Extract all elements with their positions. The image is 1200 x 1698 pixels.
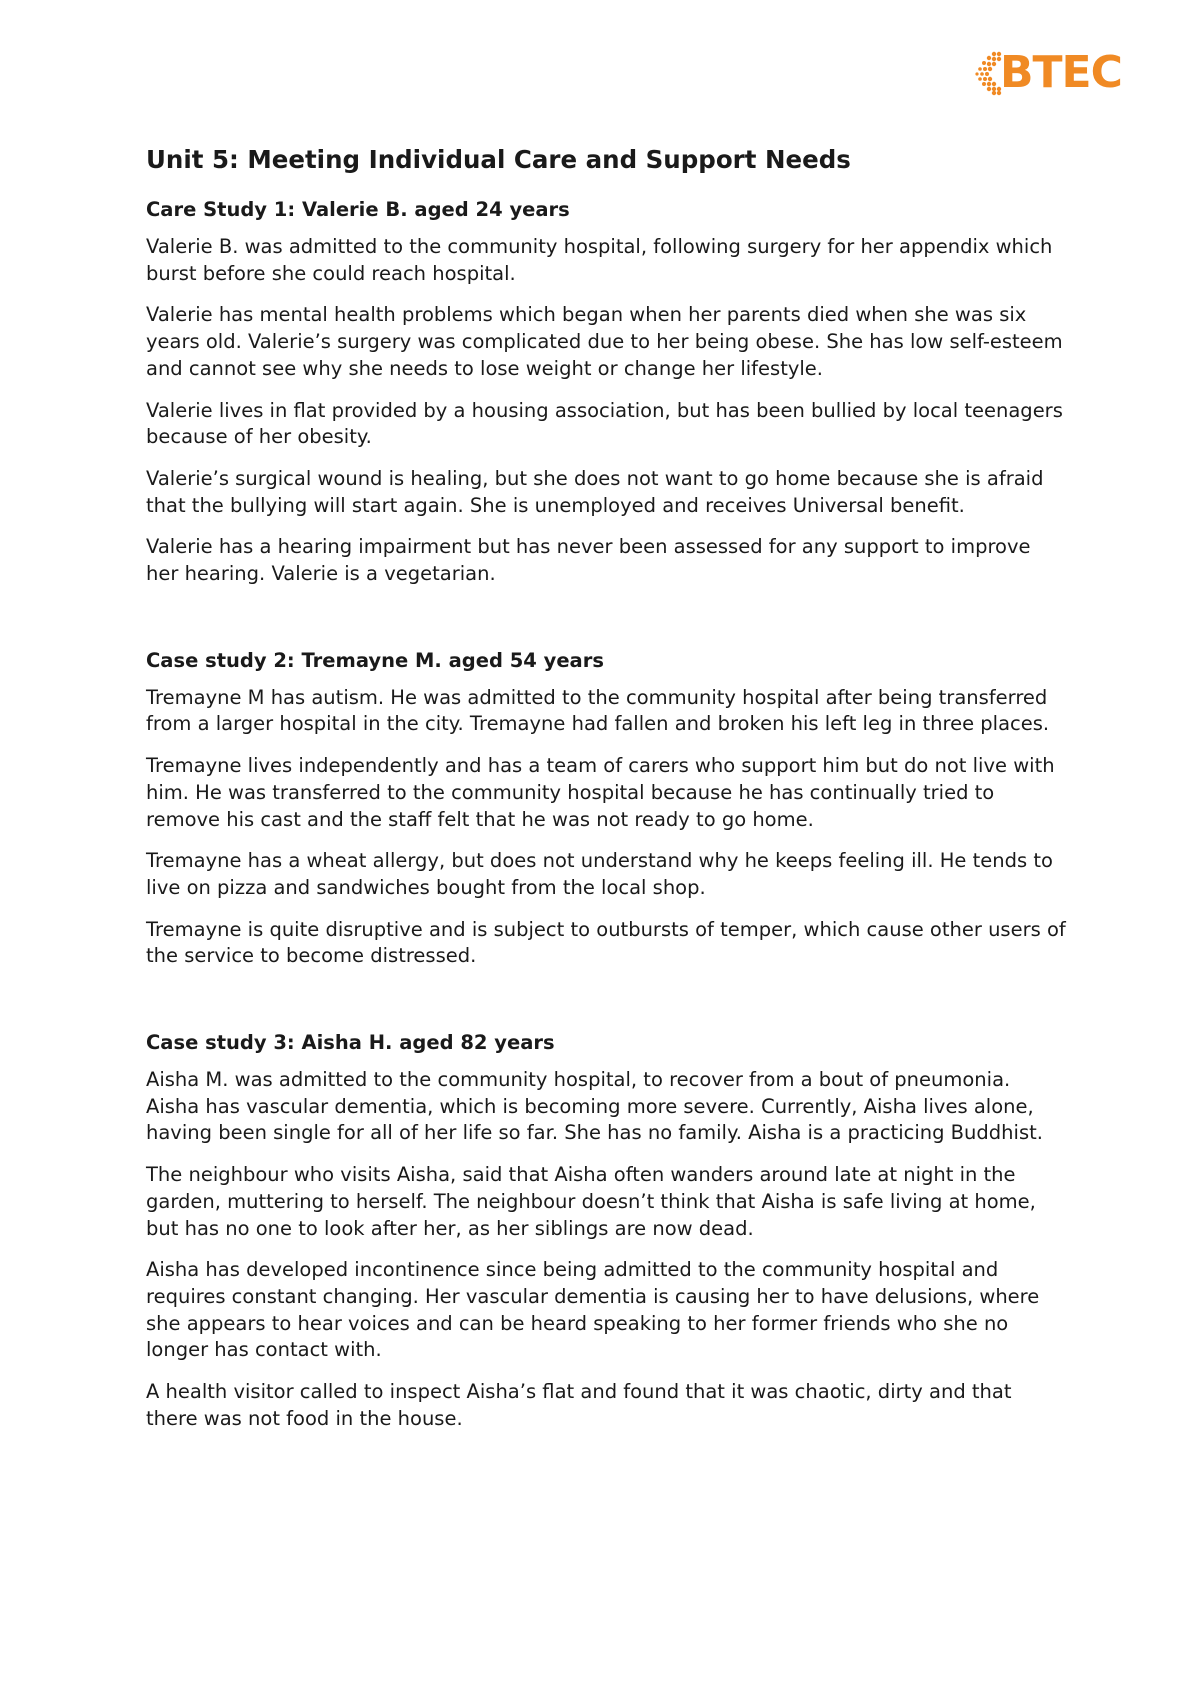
paragraph: Aisha has developed incontinence since being admitted to the community hospital and requires constant changing. Her vascular dementia is causing her to have delusions, where she appears to hear voices and can be heard speaking to her former friends who she no longer has contact with. — [146, 1258, 1040, 1362]
paragraph: Tremayne M has autism. He was admitted to the community hospital after being transferred from a larger hospital in the city. Tremayne had fallen and broken his left leg in three places. — [146, 685, 1050, 736]
case-study-heading: Case study 3: Aisha H. aged 82 years — [146, 1031, 555, 1055]
paragraph: Valerie lives in flat provided by a housing association, but has been bullied by local teenagers because of her obesity. — [146, 398, 1063, 449]
paragraph: Valerie has mental health problems which began when her parents died when she was six years old. Valerie’s surgery was complicated due to her being obese. She has low self-esteem and cannot see why she needs to lose weight or change her lifestyle. — [146, 303, 1063, 380]
case-study-3 — [146, 1029, 1066, 1432]
paragraph: Tremayne lives independently and has a team of carers who support him but do not live with him. He was transferred to the community hospital because he has continually tried to remove his cast and the staff felt that he was not ready to go home. — [146, 754, 1055, 831]
case-study-2 — [146, 647, 1066, 970]
section-spacer — [146, 603, 1066, 647]
paragraph: Tremayne is quite disruptive and is subject to outbursts of temper, which cause other users of the service to become distressed. — [146, 917, 1066, 968]
section-spacer — [146, 985, 1066, 1029]
paragraph: Valerie’s surgical wound is healing, but she does not want to go home because she is afraid that the bullying will start again. She is unemployed and receives Universal benefit. — [146, 466, 1044, 517]
case-study-1 — [146, 196, 1066, 588]
case-study-heading: Care Study 1: Valerie B. aged 24 years — [146, 198, 570, 221]
paragraph: Valerie B. was admitted to the community hospital, following surgery for her appendix which burst before she could reach hospital. — [146, 235, 1053, 285]
paragraph: Valerie has a hearing impairment but has never been assessed for any support to improve her hearing. Valerie is a vegetarian. — [146, 535, 1031, 586]
logo-wordmark: BTEC — [1000, 47, 1122, 98]
document-body — [146, 140, 1066, 1448]
page-title: Unit 5: Meeting Individual Care and Support Needs — [146, 145, 851, 174]
btec-logo — [972, 46, 1132, 100]
paragraph: The neighbour who visits Aisha, said that Aisha often wanders around late at night in the garden, muttering to herself. The neighbour doesn’t think that Aisha is safe living at home, but has no one to look after her, as her siblings are now dead. — [146, 1163, 1036, 1240]
paragraph: Tremayne has a wheat allergy, but does not understand why he keeps feeling ill. He tends to live on pizza and sandwiches bought from the local shop. — [146, 849, 1053, 899]
paragraph: A health visitor called to inspect Aisha’s flat and found that it was chaotic, dirty and that there was not food in the house. — [146, 1380, 1012, 1430]
case-study-heading: Case study 2: Tremayne M. aged 54 years — [146, 648, 604, 672]
paragraph: Aisha M. was admitted to the community hospital, to recover from a bout of pneumonia. Aisha has vascular dementia, which is becoming more severe. Currently, Aisha lives alone, having been single for all of her life so far. She has no family. Aisha is a practicing Buddhist. — [146, 1068, 1043, 1145]
